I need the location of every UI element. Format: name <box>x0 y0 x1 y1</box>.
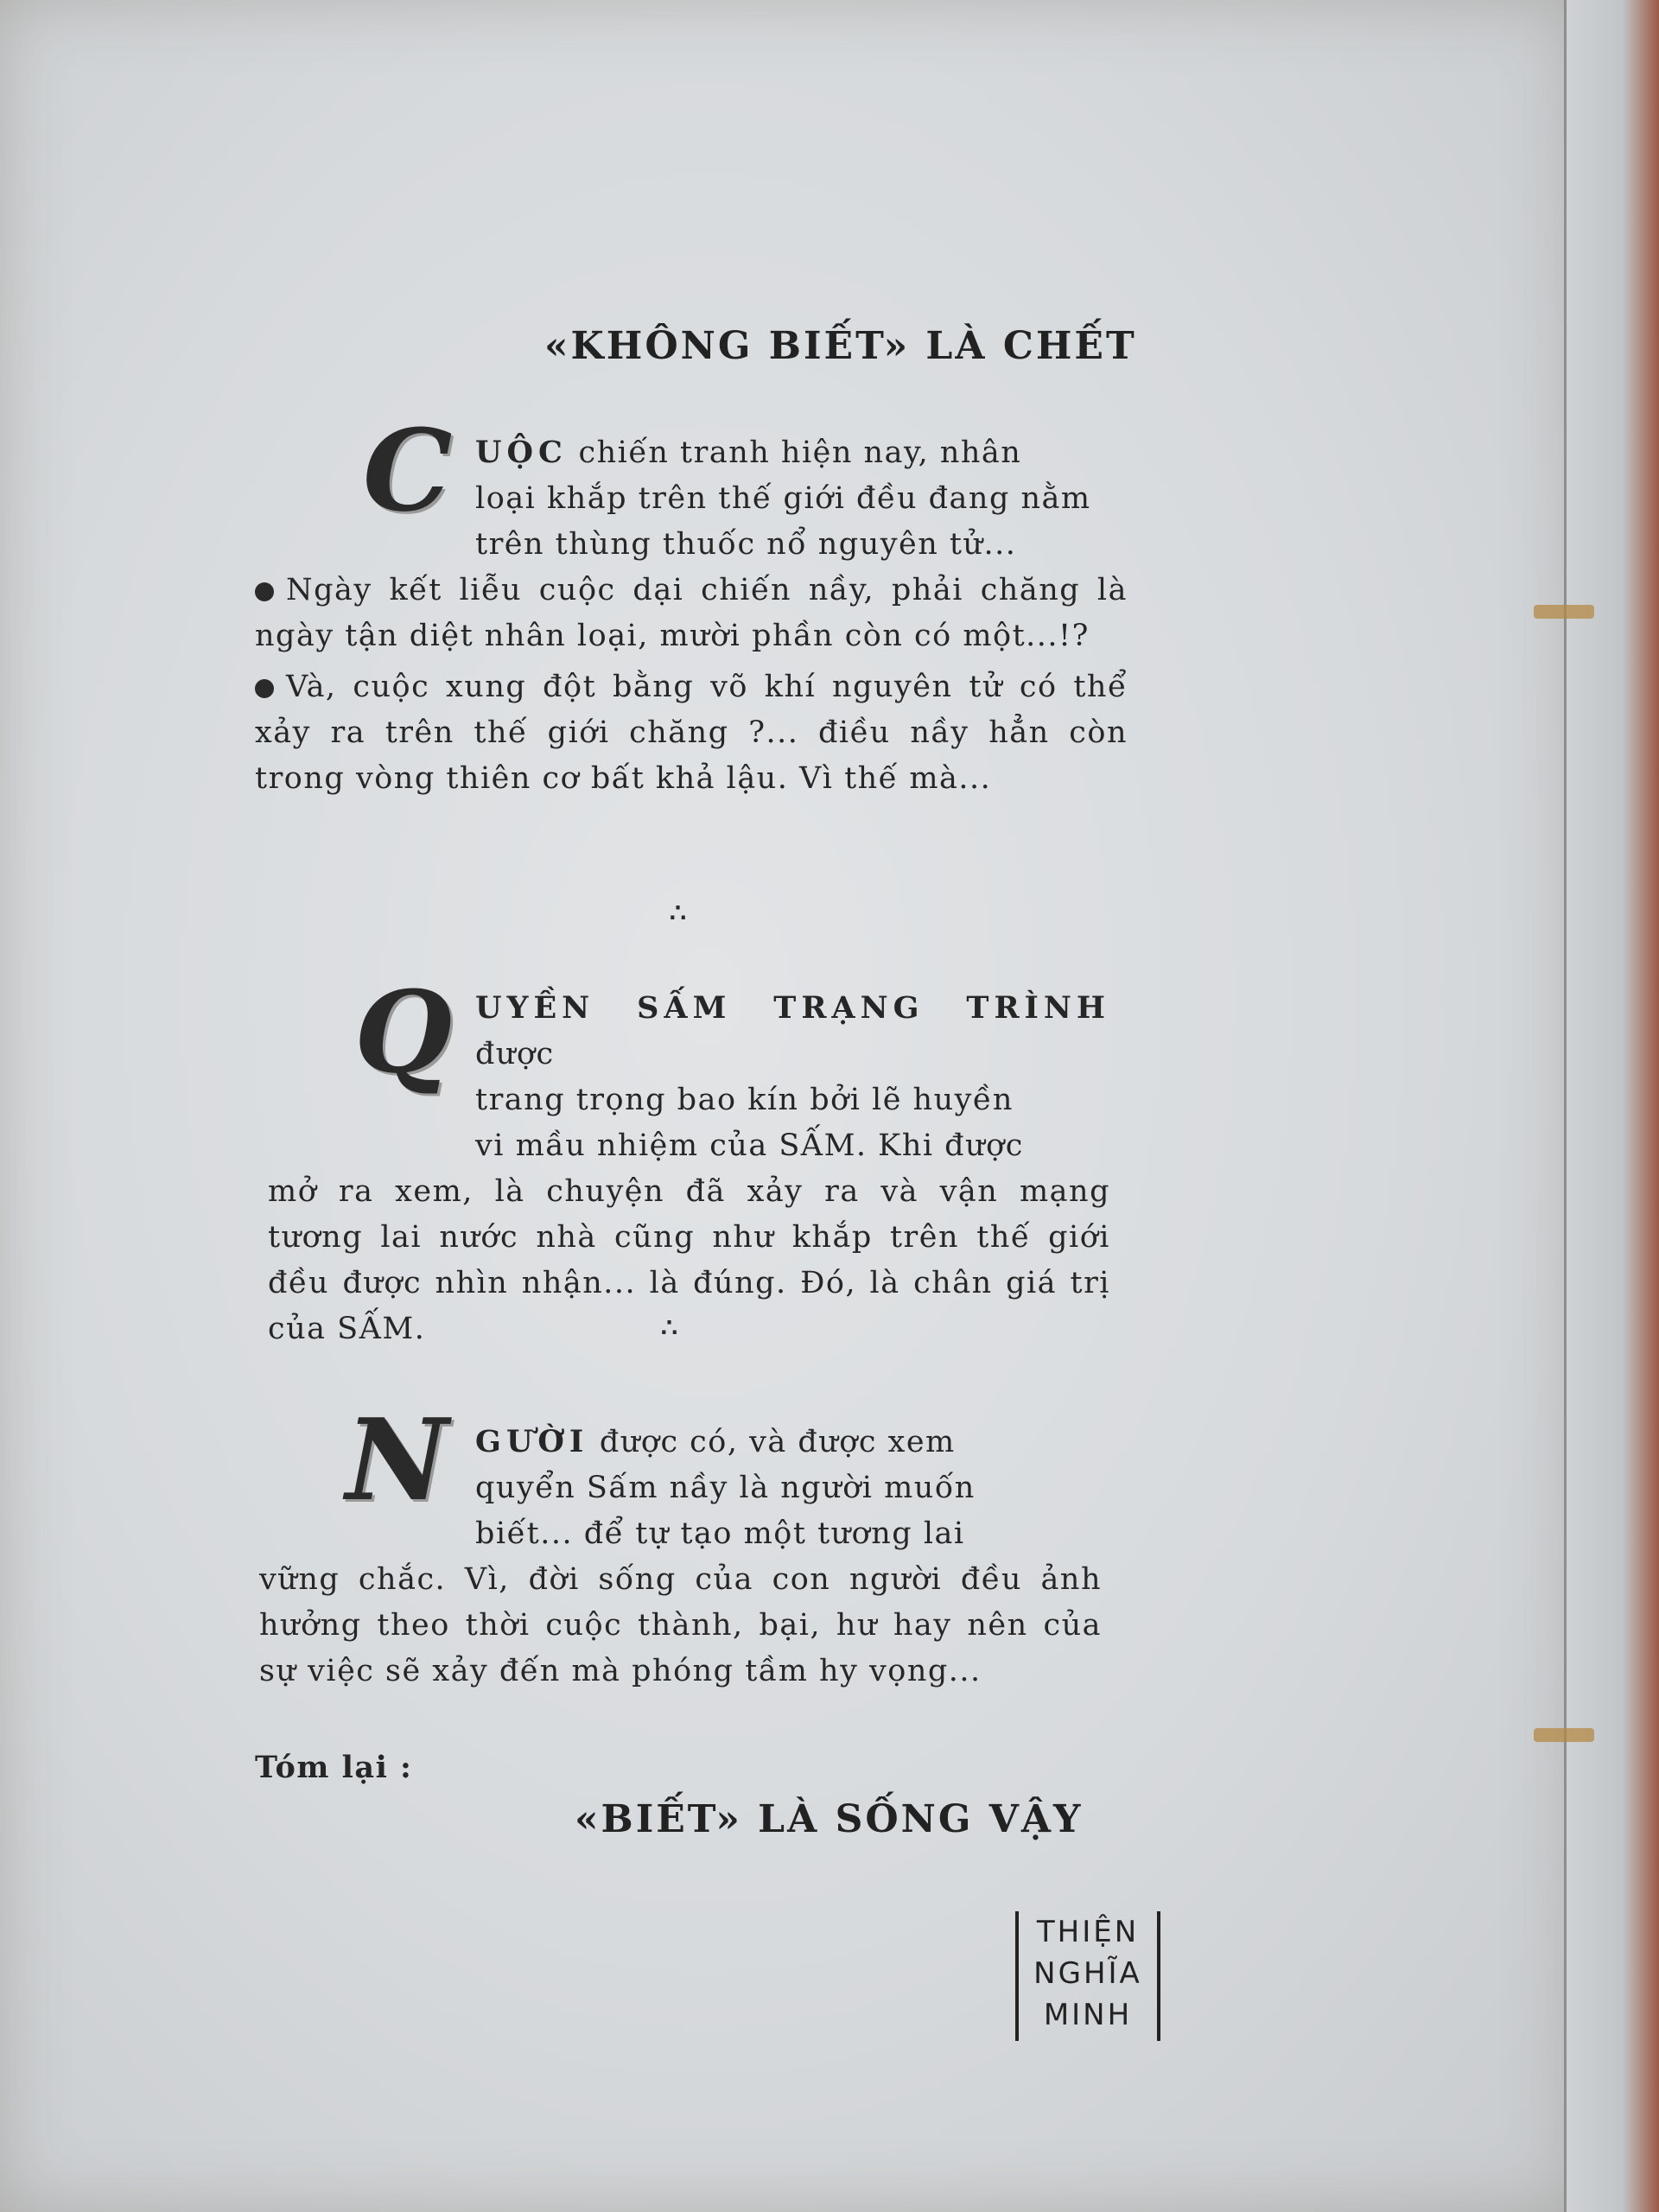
separator-1: ∴ <box>670 899 692 929</box>
signature-block <box>1015 1911 1160 2041</box>
separator-2: ∴ <box>661 1313 683 1344</box>
dropcap-n: N <box>346 1394 448 1526</box>
section-1-bullet-1: Ngày kết liễu cuộc dại chiến nầy, phải chăng là ngày tận diệt nhân loại, mười phần còn có một...!? <box>255 573 1128 653</box>
section-3-line-1: GƯỜI được có, và được xem <box>475 1424 956 1459</box>
section-1-line-1: UỘC chiến tranh hiện nay, nhân <box>475 435 1022 470</box>
heading-bottom: «BIẾT» LÀ SỐNG VẬY <box>575 1797 1084 1841</box>
section-2-body: mở ra xem, là chuyện đã xảy ra và vận mạng tương lai nước nhà cũng như khắp trên thế giới đều được nhìn nhận... là đúng. Đó, là chân giá trị của SẤM. <box>268 1174 1110 1346</box>
section-1-bullet-2: Và, cuộc xung đột bằng võ khí nguyên tử có thể xảy ra trên thế giới chăng ?... điều nầy hẳn còn trong vòng thiên cơ bất khả lậu. Vì thế mà... <box>255 670 1128 796</box>
staple-bottom <box>1534 1728 1594 1742</box>
section-3-body: vững chắc. Vì, đời sống của con người đều ảnh hưởng theo thời cuộc thành, bại, hư hay nên của sự việc sẽ xảy đến mà phóng tầm hy vọng... <box>259 1562 1102 1688</box>
dropcap-c: C <box>363 404 453 537</box>
staple-top <box>1534 605 1594 619</box>
section-1 <box>255 429 1128 802</box>
heading-top: «KHÔNG BIẾT» LÀ CHẾT <box>544 324 1137 368</box>
section-3-lead: GƯỜI <box>475 1424 589 1459</box>
bullet-icon <box>255 679 274 698</box>
section-3-line-2: quyển Sấm nầy là người muốn <box>475 1471 976 1505</box>
section-1-line-3: trên thùng thuốc nổ nguyên tử... <box>475 527 1017 562</box>
conclusion-label: Tóm lại : <box>255 1750 413 1785</box>
section-3 <box>259 1419 1102 1694</box>
section-2-lead: UYỀN SẤM TRẠNG TRÌNH <box>475 990 1110 1026</box>
section-3-line-3: biết... để tự tạo một tương lai <box>475 1516 965 1551</box>
section-2-line-2: trang trọng bao kín bởi lẽ huyền <box>475 1083 1014 1117</box>
bullet-icon <box>255 582 274 601</box>
signature-line-3: MINH <box>1043 1998 1133 2032</box>
section-2-line-1: UYỀN SẤM TRẠNG TRÌNH được <box>475 990 1110 1071</box>
signature-line-1: THIỆN <box>1036 1915 1140 1949</box>
section-2-line-3: vi mầu nhiệm của SẤM. Khi được <box>475 1128 1024 1163</box>
section-2 <box>268 985 1110 1352</box>
section-1-lead: UỘC <box>475 435 568 470</box>
section-1-line-2: loại khắp trên thế giới đều đang nằm <box>475 481 1091 516</box>
page-edge <box>1567 0 1659 2212</box>
signature-line-2: NGHĨA <box>1033 1956 1142 1991</box>
dropcap-q: Q <box>354 966 453 1098</box>
